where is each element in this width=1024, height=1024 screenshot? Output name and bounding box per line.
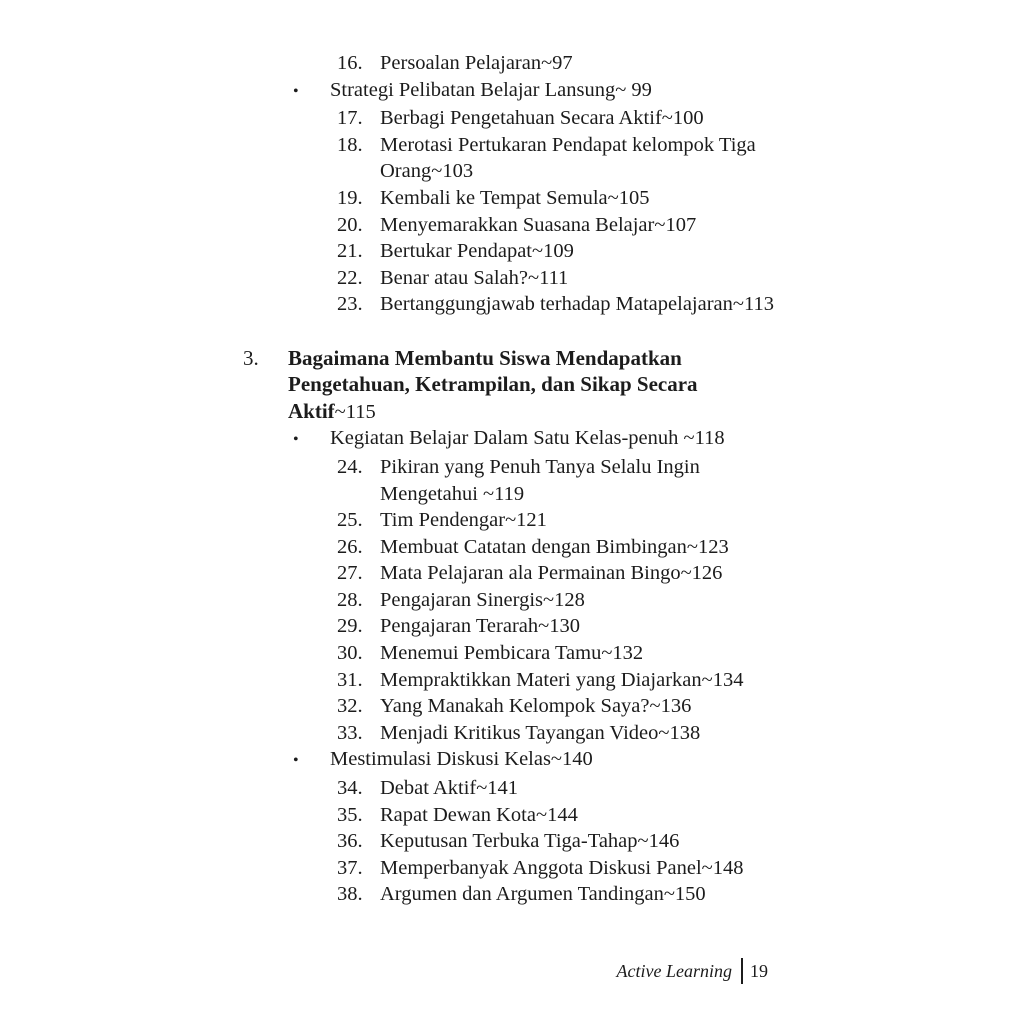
bullet-icon: •	[293, 431, 299, 449]
toc-item-number: 27.	[337, 562, 363, 585]
footer-divider	[741, 958, 743, 984]
toc-item-text: Membuat Catatan dengan Bimbingan~123	[380, 535, 729, 558]
toc-row	[243, 802, 863, 829]
toc-row	[243, 50, 863, 77]
toc-item-text: Rapat Dewan Kota~144	[380, 803, 578, 826]
toc-section-title: Aktif	[288, 398, 335, 423]
toc-row	[243, 720, 863, 747]
toc-row	[243, 425, 863, 454]
toc-item-text: Kembali ke Tempat Semula~105	[380, 186, 650, 209]
toc-item-number: 16.	[337, 52, 363, 74]
toc-section-title: Pengetahuan, Ketrampilan, dan Sikap Secara	[288, 372, 698, 397]
toc-item-number: 36.	[337, 830, 363, 853]
toc-item-text: Mata Pelajaran ala Permainan Bingo~126	[380, 562, 723, 585]
toc-item-number: 24.	[337, 455, 363, 478]
toc-item-number: 19.	[337, 186, 363, 209]
toc-item-text: Merotasi Pertukaran Pendapat kelompok Tiga	[380, 133, 756, 156]
toc-item-text: Debat Aktif~141	[380, 777, 519, 800]
toc-item-number: 34.	[337, 777, 363, 800]
toc-item-text: Pengajaran Sinergis~128	[380, 588, 585, 611]
toc-item-number: 22.	[337, 266, 363, 289]
toc-item-text: Keputusan Terbuka Tiga-Tahap~146	[380, 830, 680, 853]
toc-item-text: Mengetahui ~119	[380, 482, 525, 505]
toc-item-text: Bertanggungjawab terhadap Matapelajaran~113	[380, 293, 774, 316]
toc-item-text: Memperbanyak Anggota Diskusi Panel~148	[380, 856, 744, 879]
footer-page-number: 19	[750, 961, 768, 981]
toc-item-text: Pikiran yang Penuh Tanya Selalu Ingin	[380, 455, 700, 478]
bullet-icon: •	[293, 752, 299, 770]
toc-item-text: Argumen dan Argumen Tandingan~150	[380, 883, 706, 906]
toc-item-number: 35.	[337, 803, 363, 826]
toc-row	[243, 291, 863, 318]
toc-item-text: Strategi Pelibatan Belajar Lansung~ 99	[330, 78, 652, 101]
toc-item-number: 30.	[337, 642, 363, 665]
toc-section-row	[243, 371, 863, 398]
toc-item-text: Tim Pendengar~121	[380, 509, 547, 532]
toc-item-text: Benar atau Salah?~111	[380, 266, 569, 289]
toc-row	[243, 855, 863, 882]
toc-item-text: Menjadi Kritikus Tayangan Video~138	[380, 721, 701, 744]
toc-row	[243, 828, 863, 855]
toc-row	[243, 481, 863, 508]
toc-row	[243, 77, 863, 106]
toc-item-text: Pengajaran Terarah~130	[380, 615, 580, 638]
toc-item-number: 18.	[337, 133, 363, 156]
toc-item-number: 28.	[337, 588, 363, 611]
toc-item-number: 31.	[337, 668, 363, 691]
toc-row	[243, 185, 863, 212]
toc-item-number: 23.	[337, 293, 363, 316]
toc-item-number: 20.	[337, 213, 363, 236]
bullet-icon: •	[293, 82, 299, 100]
toc-section-page-ref: ~115	[334, 400, 376, 423]
toc-item-number: 21.	[337, 240, 363, 263]
toc-item-number: 32.	[337, 695, 363, 718]
toc-item-number: 29.	[337, 615, 363, 638]
toc-row	[243, 105, 863, 132]
toc-item-number: 37.	[337, 856, 363, 879]
toc-row	[243, 265, 863, 292]
toc-row	[243, 693, 863, 720]
page-footer	[0, 956, 768, 986]
toc-row	[243, 454, 863, 481]
toc-section-row	[243, 398, 863, 426]
toc-item-number: 38.	[337, 883, 363, 906]
toc-section-title: Bagaimana Membantu Siswa Mendapatkan	[288, 345, 682, 370]
toc-row	[243, 587, 863, 614]
toc-row	[243, 640, 863, 667]
toc-section-row	[243, 345, 863, 372]
toc-row	[243, 238, 863, 265]
toc-row	[243, 132, 863, 159]
toc-item-number: 17.	[337, 107, 363, 130]
toc-item-text: Berbagi Pengetahuan Secara Aktif~100	[380, 107, 704, 130]
toc-item-text: Bertukar Pendapat~109	[380, 240, 574, 263]
footer-book-title: Active Learning	[616, 961, 732, 981]
toc-row	[243, 613, 863, 640]
toc-item-text: Mempraktikkan Materi yang Diajarkan~134	[380, 668, 744, 691]
toc-row	[243, 746, 863, 775]
toc-item-text: Mestimulasi Diskusi Kelas~140	[330, 748, 593, 771]
toc-item-number: 33.	[337, 721, 363, 744]
toc-row	[243, 212, 863, 239]
toc-item-number: 25.	[337, 509, 363, 532]
toc-row	[243, 775, 863, 802]
toc-item-text: Menyemarakkan Suasana Belajar~107	[380, 213, 697, 236]
toc-item-text: Persoalan Pelajaran~97	[380, 52, 573, 74]
toc-item-number: 26.	[337, 535, 363, 558]
toc-section-number: 3.	[243, 345, 259, 370]
toc-row	[243, 534, 863, 561]
toc-item-text: Kegiatan Belajar Dalam Satu Kelas-penuh ~118	[330, 427, 725, 450]
toc-row	[243, 560, 863, 587]
toc-item-text: Menemui Pembicara Tamu~132	[380, 642, 644, 665]
toc-row	[243, 158, 863, 185]
toc-row	[243, 881, 863, 908]
toc-item-text: Orang~103	[380, 160, 474, 183]
toc-row	[243, 507, 863, 534]
toc-row	[243, 667, 863, 694]
table-of-contents	[243, 50, 863, 908]
toc-item-text: Yang Manakah Kelompok Saya?~136	[380, 695, 692, 718]
